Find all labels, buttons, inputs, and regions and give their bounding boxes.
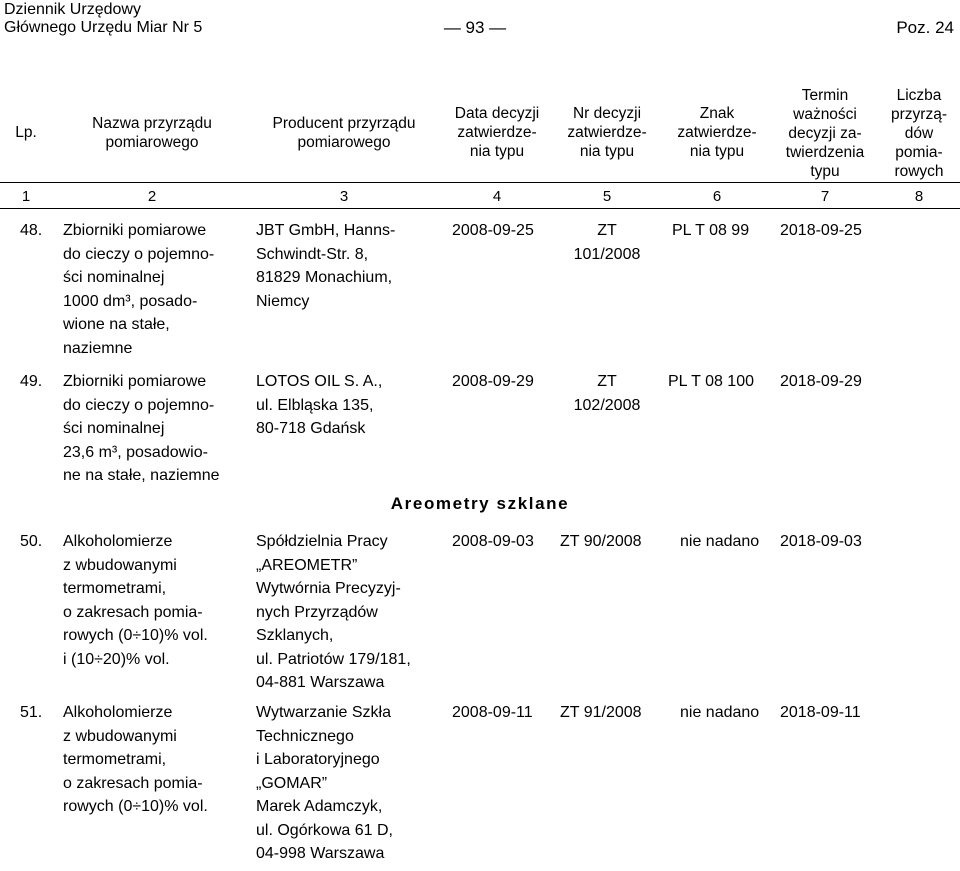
row-mark: nie nadano [680, 533, 760, 550]
col-number-6: 6 [712, 188, 722, 205]
row-lp: 50. [20, 533, 43, 550]
row-producer: Spółdzielnia Pracy „AREOMETR” Wytwórnia Precyzyj- nych Przyrządów Szklanych, ul. Patriotów 179/181, 04-881 Warszawa [256, 533, 411, 691]
section-title: Areometry szklane [390, 494, 570, 513]
row-name: Alkoholomierze z wbudowanymi termometrami, o zakresach pomia- rowych (0÷10)% vol. i (10÷20)% vol. [63, 533, 208, 668]
row-producer: Wytwarzanie Szkła Technicznego i Laboratoryjnego „GOMAR” Marek Adamczyk, ul. Ogórkowa 61 D, 04-998 Warszawa [256, 704, 393, 862]
row-producer: JBT GmbH, Hanns- Schwindt-Str. 8, 81829 Monachium, Niemcy [256, 222, 396, 310]
row-mark: PL T 08 99 [672, 222, 750, 239]
header-divider-bottom [0, 208, 960, 209]
col-number-7: 7 [820, 188, 830, 205]
row-decision-no: ZT 102/2008 [573, 373, 641, 414]
row-lp: 51. [20, 704, 43, 721]
row-date: 2008-09-03 [452, 533, 534, 550]
col-header-count: Liczba przyrzą- dów pomia- rowych [891, 87, 947, 180]
col-number-4: 4 [492, 188, 502, 205]
row-lp: 48. [20, 222, 43, 239]
row-date: 2008-09-29 [452, 373, 534, 390]
row-mark: nie nadano [680, 704, 760, 721]
header-divider-top [0, 182, 960, 183]
col-header-mark: Znak zatwierdze- nia typu [677, 105, 757, 160]
col-number-2: 2 [147, 188, 157, 205]
row-valid-until: 2018-09-29 [780, 373, 862, 390]
col-header-date: Data decyzji zatwierdze- nia typu [454, 105, 540, 160]
row-decision-no: ZT 90/2008 [560, 533, 642, 550]
col-header-valid-until: Termin ważności decyzji za- twierdzenia typu [785, 87, 865, 180]
row-date: 2008-09-11 [452, 704, 533, 721]
row-valid-until: 2018-09-11 [780, 704, 861, 721]
col-number-3: 3 [339, 188, 349, 205]
col-header-lp: Lp. [15, 124, 37, 141]
position-number: Poz. 24 [896, 18, 954, 37]
row-producer: LOTOS OIL S. A., ul. Elbląska 135, 80-718 Gdańsk [256, 373, 383, 437]
row-name: Zbiorniki pomiarowe do cieczy o pojemno- ści nominalnej 1000 dm³, posado- wione na stałe, naziemne [63, 222, 215, 357]
row-date: 2008-09-25 [452, 222, 534, 239]
row-decision-no: ZT 101/2008 [573, 222, 641, 263]
col-number-5: 5 [602, 188, 612, 205]
journal-title-line2: Głównego Urzędu Miar Nr 5 [4, 19, 203, 36]
row-lp: 49. [20, 373, 43, 390]
row-valid-until: 2018-09-25 [780, 222, 862, 239]
row-valid-until: 2018-09-03 [780, 533, 862, 550]
row-name: Zbiorniki pomiarowe do cieczy o pojemno- ści nominalnej 23,6 m³, posadowio- ne na stałe, naziemne [63, 373, 220, 484]
journal-title-line1: Dziennik Urzędowy [4, 1, 141, 18]
page-number: — 93 — [443, 18, 507, 37]
col-number-1: 1 [21, 188, 31, 205]
row-name: Alkoholomierze z wbudowanymi termometrami, o zakresach pomia- rowych (0÷10)% vol. [63, 704, 208, 815]
col-header-decision-no: Nr decyzji zatwierdze- nia typu [567, 105, 647, 160]
row-mark: PL T 08 100 [668, 373, 754, 390]
row-decision-no: ZT 91/2008 [560, 704, 642, 721]
col-header-name: Nazwa przyrządu pomiarowego [92, 115, 212, 151]
col-number-8: 8 [914, 188, 924, 205]
col-header-producer: Producent przyrządu pomiarowego [272, 115, 416, 151]
